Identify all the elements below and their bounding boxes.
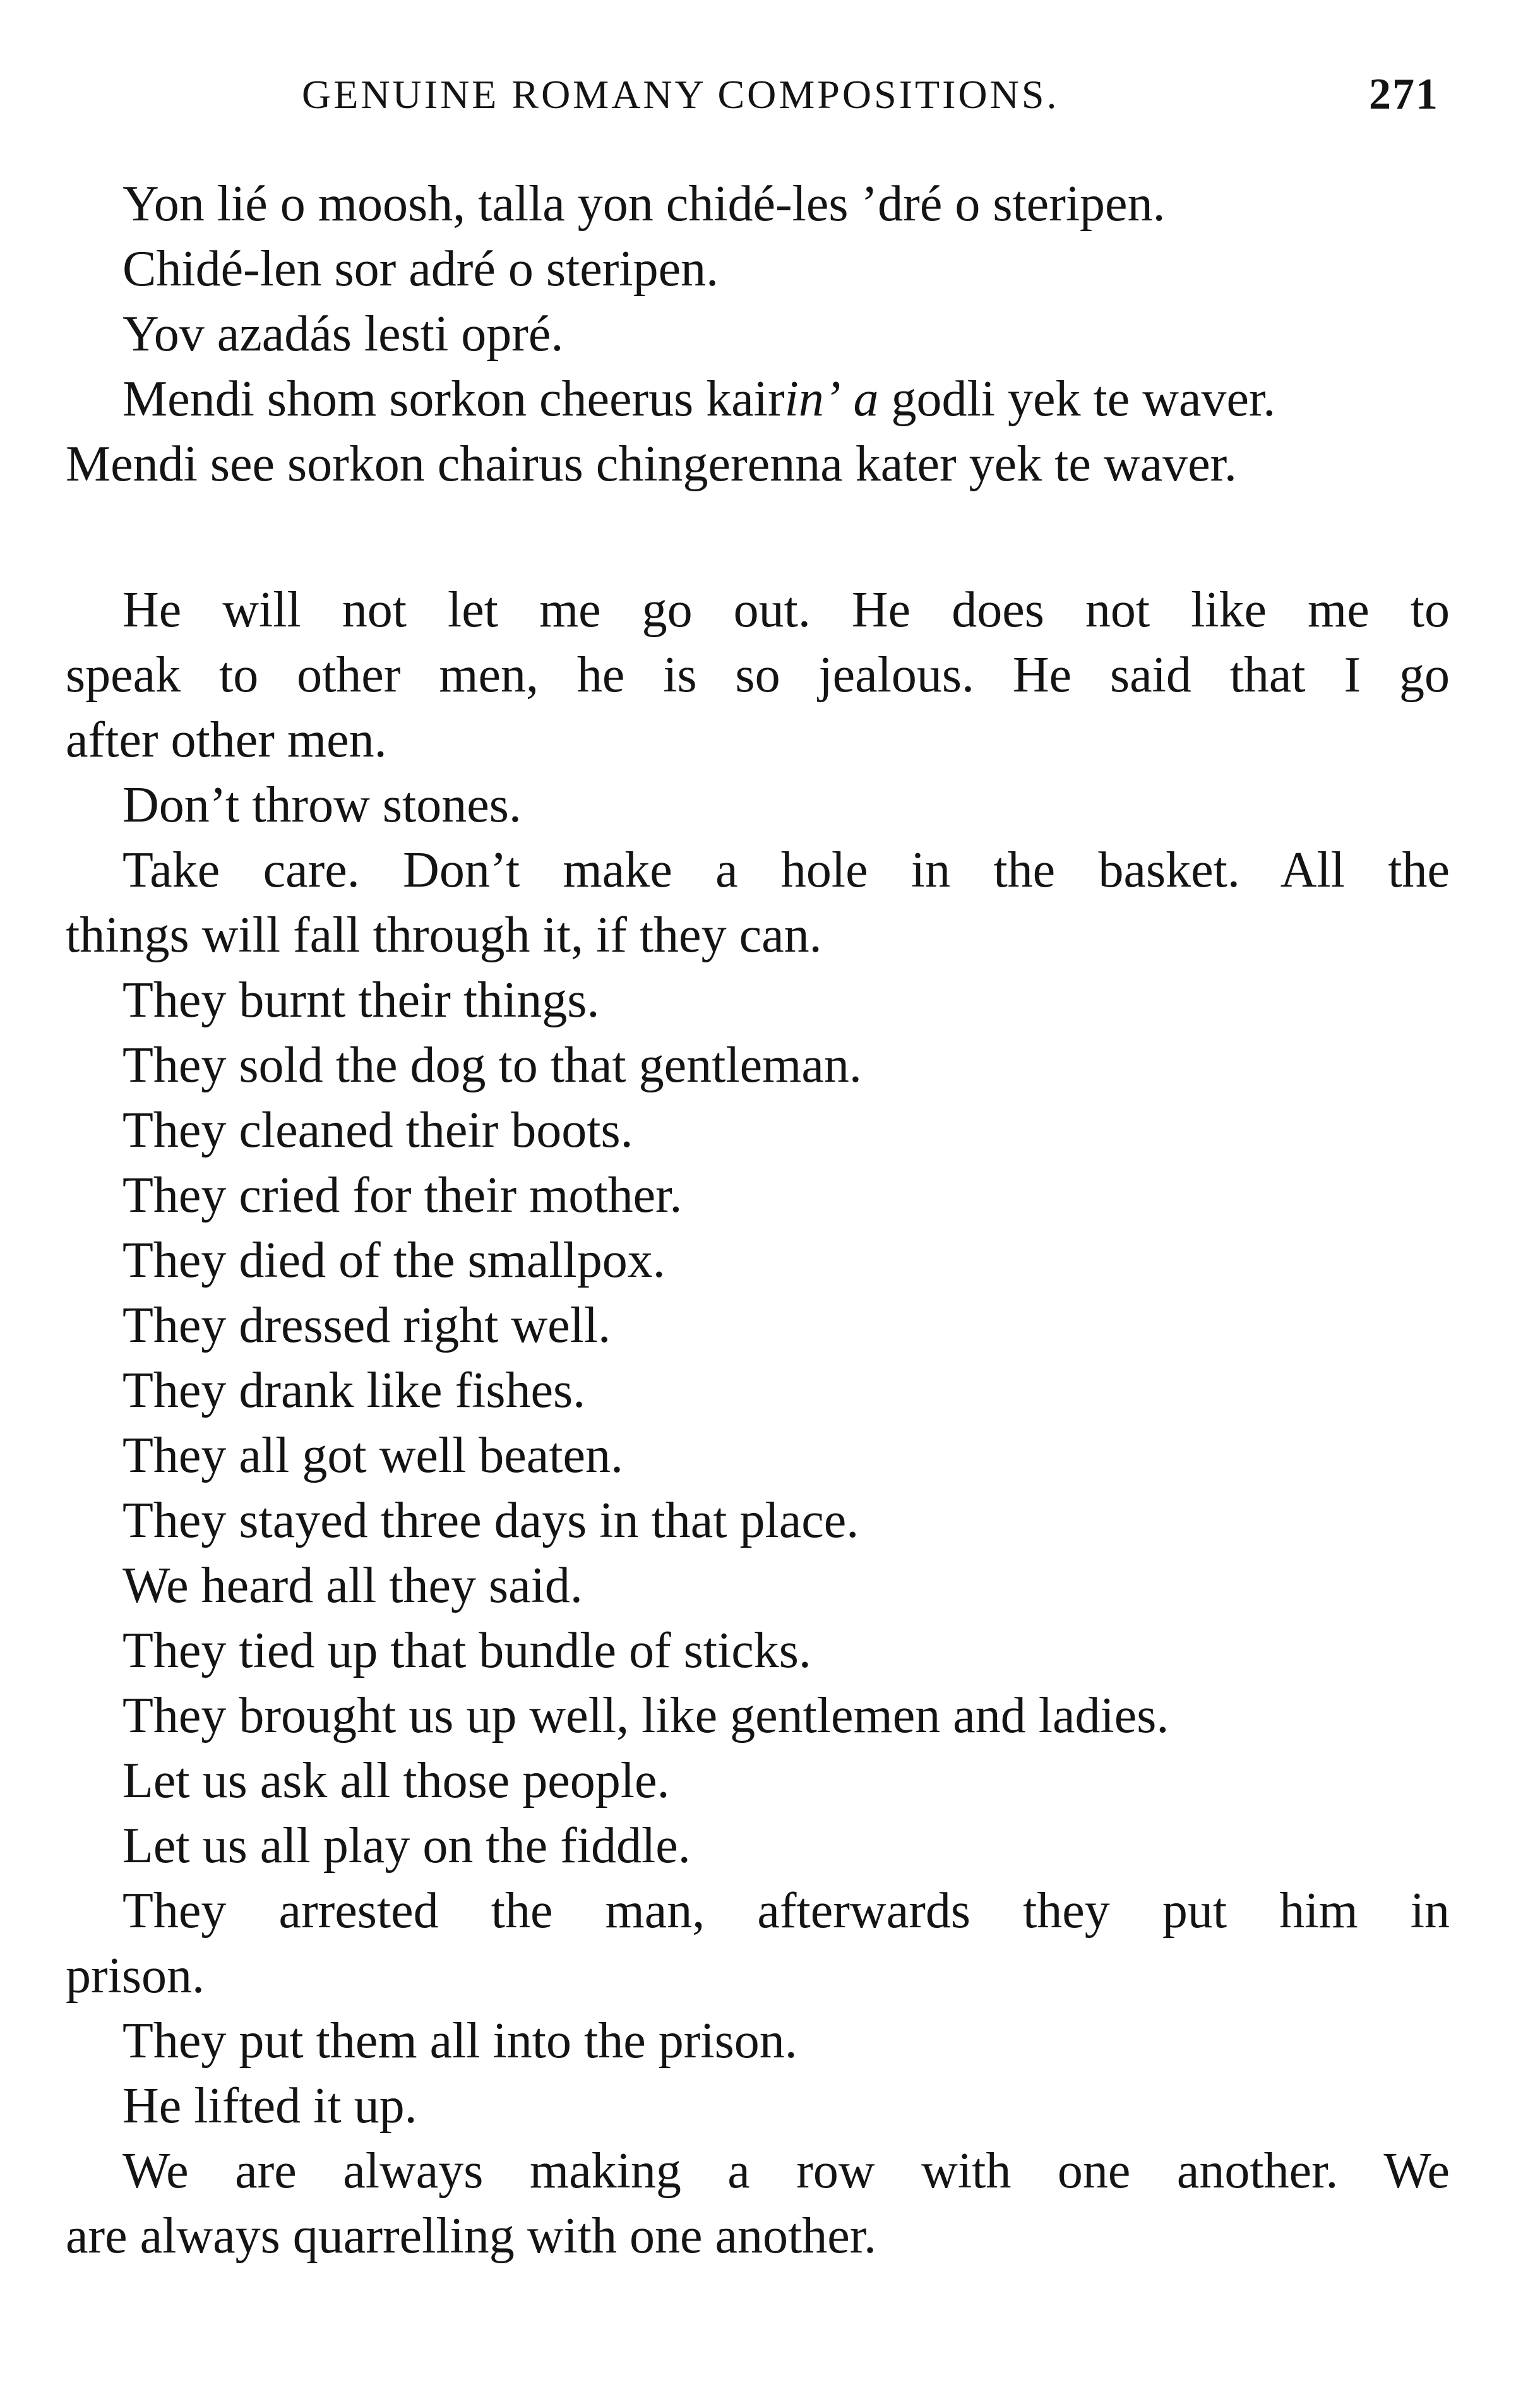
page-number: 271 bbox=[1369, 70, 1439, 119]
sentence: They put them all into the prison. bbox=[122, 2013, 797, 2069]
sentence: He lifted it up. bbox=[122, 2078, 417, 2134]
text-line: speak to other men, he is so jealous. He said that I go bbox=[66, 647, 1450, 703]
sentence: They cried for their mother. bbox=[122, 1168, 683, 1223]
text-line: after other men. bbox=[66, 712, 387, 768]
romany-line: Yov azadás lesti opré. bbox=[122, 306, 564, 362]
romany-line: Yon lié o moosh, talla yon chidé-les ’dré o steripen. bbox=[122, 176, 1166, 232]
sentence: They stayed three days in that place. bbox=[122, 1493, 859, 1548]
sentence: They dressed right well. bbox=[122, 1298, 611, 1353]
sentence: They tied up that bundle of sticks. bbox=[122, 1623, 811, 1678]
sentence: We heard all they said. bbox=[122, 1558, 583, 1613]
sentence: They sold the dog to that gentleman. bbox=[122, 1038, 862, 1093]
sentence: They brought us up well, like gentlemen and ladies. bbox=[122, 1688, 1169, 1744]
romany-text bbox=[841, 371, 854, 427]
sentence: They burnt their things. bbox=[122, 972, 600, 1028]
text-line: things will fall through it, if they can. bbox=[66, 907, 822, 963]
text-line: We are always making a row with one another. We bbox=[122, 2143, 1450, 2199]
sentence: Let us ask all those people. bbox=[122, 1753, 670, 1809]
italic-text: in’ bbox=[784, 371, 841, 427]
running-head: GENUINE ROMANY COMPOSITIONS. bbox=[302, 72, 1059, 117]
romany-text-block bbox=[66, 172, 1450, 497]
sentence: They cleaned their boots. bbox=[122, 1103, 633, 1158]
italic-text: a bbox=[853, 371, 879, 427]
romany-text: Mendi shom sorkon cheerus kair bbox=[122, 371, 785, 427]
romany-text: godli yek te waver. bbox=[878, 371, 1276, 427]
page-header bbox=[0, 66, 1540, 123]
text-line: Take care. Don’t make a hole in the basket. All the bbox=[122, 842, 1450, 898]
romany-line: Mendi see sorkon chairus chingerenna kater yek te waver. bbox=[66, 436, 1237, 492]
sentence: They all got well beaten. bbox=[122, 1428, 624, 1483]
sentence: Don’t throw stones. bbox=[122, 777, 522, 833]
text-line: They arrested the man, afterwards they put him in bbox=[122, 1883, 1450, 1939]
sentence: Let us all play on the fiddle. bbox=[122, 1818, 691, 1874]
sentence: They drank like fishes. bbox=[122, 1363, 586, 1418]
romany-line bbox=[66, 367, 1450, 432]
text-line: are always quarrelling with one another. bbox=[66, 2208, 876, 2264]
text-line: He will not let me go out. He does not like me to bbox=[122, 582, 1450, 638]
text-line: prison. bbox=[66, 1948, 205, 2004]
romany-line: Chidé-len sor adré o steripen. bbox=[122, 241, 719, 297]
english-translation-block bbox=[66, 578, 1450, 2269]
sentence: They died of the smallpox. bbox=[122, 1233, 666, 1288]
